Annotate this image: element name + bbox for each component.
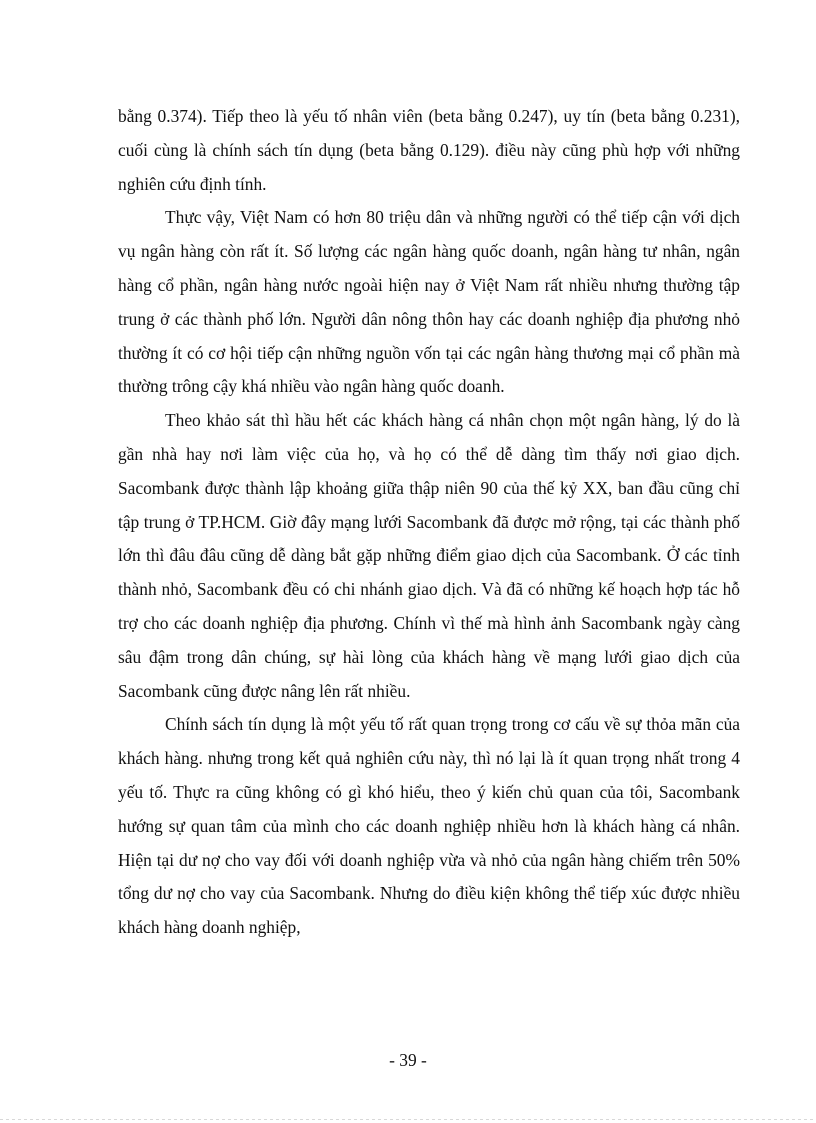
paragraph-3: Theo khảo sát thì hầu hết các khách hàng cá nhân chọn một ngân hàng, lý do là gần nhà hay nơi làm việc của họ, và họ có thể dễ dàng tìm thấy nơi giao dịch. Sacombank được thành lập khoảng giữa thập niên 90 của thế kỷ XX, ban đầu cũng chỉ tập trung ở TP.HCM. Giờ đây mạng lưới Sacombank đã được mở rộng, tại các thành phố lớn thì đâu đâu cũng dễ dàng bắt gặp những điểm giao dịch của Sacombank. Ở các tỉnh thành nhỏ, Sacombank đều có chi nhánh giao dịch. Và đã có những kế hoạch hợp tác hỗ trợ cho các doanh nghiệp địa phương. Chính vì thế mà hình ảnh Sacombank ngày càng sâu đậm trong dân chúng, sự hài lòng của khách hàng về mạng lưới giao dịch của Sacombank cũng được nâng lên rất nhiều. (118, 410, 740, 701)
page-number: - 39 - (389, 1050, 427, 1070)
paragraph-1: bằng 0.374). Tiếp theo là yếu tố nhân viên (beta bằng 0.247), uy tín (beta bằng 0.231), cuối cùng là chính sách tín dụng (beta bằng 0.129). điều này cũng phù hợp với những nghiên cứu định tính. (118, 106, 740, 194)
page-bottom-divider (0, 1119, 816, 1120)
paragraph-2: Thực vậy, Việt Nam có hơn 80 triệu dân và những người có thể tiếp cận với dịch vụ ngân hàng còn rất ít. Số lượng các ngân hàng quốc doanh, ngân hàng tư nhân, ngân hàng cổ phần, ngân hàng nước ngoài hiện nay ở Việt Nam rất nhiều nhưng thường tập trung ở các thành phố lớn. Người dân nông thôn hay các doanh nghiệp địa phương nhỏ thường ít có cơ hội tiếp cận những nguồn vốn tại các ngân hàng thương mại cổ phần mà thường trông cậy khá nhiều vào ngân hàng quốc doanh. (118, 207, 740, 397)
paragraph-4: Chính sách tín dụng là một yếu tố rất quan trọng trong cơ cấu về sự thỏa mãn của khách hàng. nhưng trong kết quả nghiên cứu này, thì nó lại là ít quan trọng nhất trong 4 yếu tố. Thực ra cũng không có gì khó hiểu, theo ý kiến chủ quan của tôi, Sacombank hướng sự quan tâm của mình cho các doanh nghiệp nhiều hơn là khách hàng cá nhân. Hiện tại dư nợ cho vay đối với doanh nghiệp vừa và nhỏ của ngân hàng chiếm trên 50% tổng dư nợ cho vay của Sacombank. Nhưng do điều kiện không thể tiếp xúc được nhiều khách hàng doanh nghiệp, (118, 714, 740, 938)
body-text (118, 100, 740, 945)
